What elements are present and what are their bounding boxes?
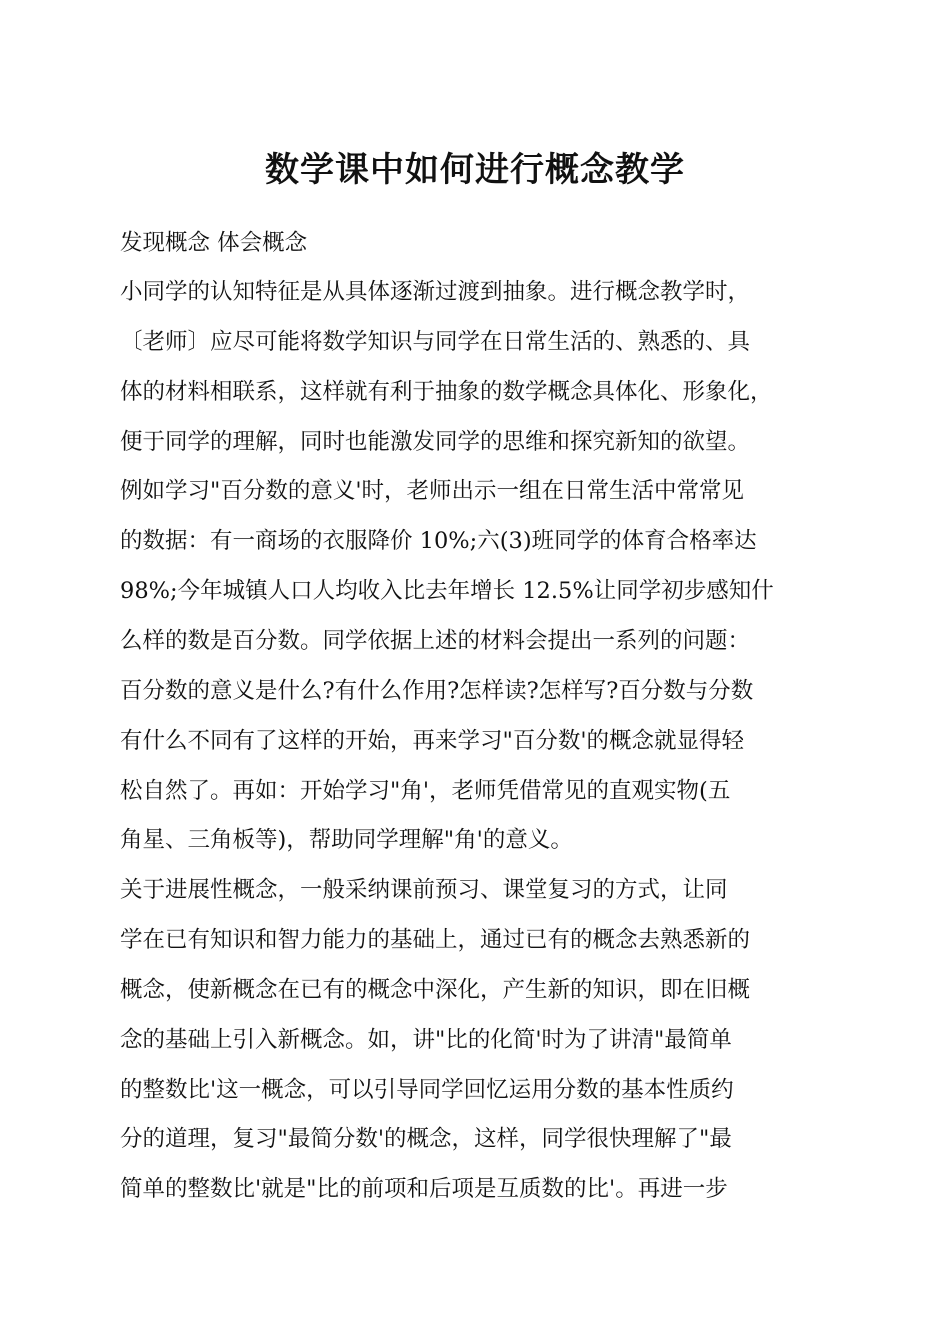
document-title: 数学课中如何进行概念教学 [265, 150, 685, 190]
text-line: 体的材料相联系，这样就有利于抽象的数学概念具体化、形象化， [120, 379, 773, 405]
text-line: 松自然了。再如：开始学习"角'，老师凭借常见的直观实物(五 [120, 778, 731, 804]
text-line: 简单的整数比'就是"比的前项和后项是互质数的比'。再进一步 [120, 1176, 728, 1202]
text-line: 〔老师〕应尽可能将数学知识与同学在日常生活的、熟悉的、具 [120, 329, 751, 355]
text-line: 的数据：有一商场的衣服降价 10%;六(3)班同学的体育合格率达 [120, 528, 757, 554]
text-line: 念的基础上引入新概念。如，讲"比的化简'时为了讲清"最简单 [120, 1027, 732, 1053]
text-line: 百分数的意义是什么?有什么作用?怎样读?怎样写?百分数与分数 [120, 678, 754, 704]
text-line: 小同学的认知特征是从具体逐渐过渡到抽象。进行概念教学时， [120, 279, 751, 305]
text-line: 概念，使新概念在已有的概念中深化，产生新的知识，即在旧概 [120, 977, 751, 1003]
section-heading: 发现概念 体会概念 [120, 230, 308, 256]
text-line: 分的道理，复习"最简分数'的概念，这样，同学很快理解了"最 [120, 1126, 732, 1152]
text-line: 角星、三角板等)，帮助同学理解"角'的意义。 [120, 827, 573, 853]
text-line: 有什么不同有了这样的开始，再来学习"百分数'的概念就显得轻 [120, 728, 745, 754]
text-line: 么样的数是百分数。同学依据上述的材料会提出一系列的问题： [120, 628, 751, 654]
text-line: 98%;今年城镇人口人均收入比去年增长 12.5%让同学初步感知什 [120, 578, 774, 604]
text-line: 的整数比'这一概念，可以引导同学回忆运用分数的基本性质约 [120, 1077, 734, 1103]
text-line: 关于进展性概念，一般采纳课前预习、课堂复习的方式，让同 [120, 877, 728, 903]
text-line: 例如学习"百分数的意义'时，老师出示一组在日常生活中常常见 [120, 478, 745, 504]
text-line: 学在已有知识和智力能力的基础上，通过已有的概念去熟悉新的 [120, 927, 751, 953]
text-line: 便于同学的理解，同时也能激发同学的思维和探究新知的欲望。 [120, 429, 751, 455]
